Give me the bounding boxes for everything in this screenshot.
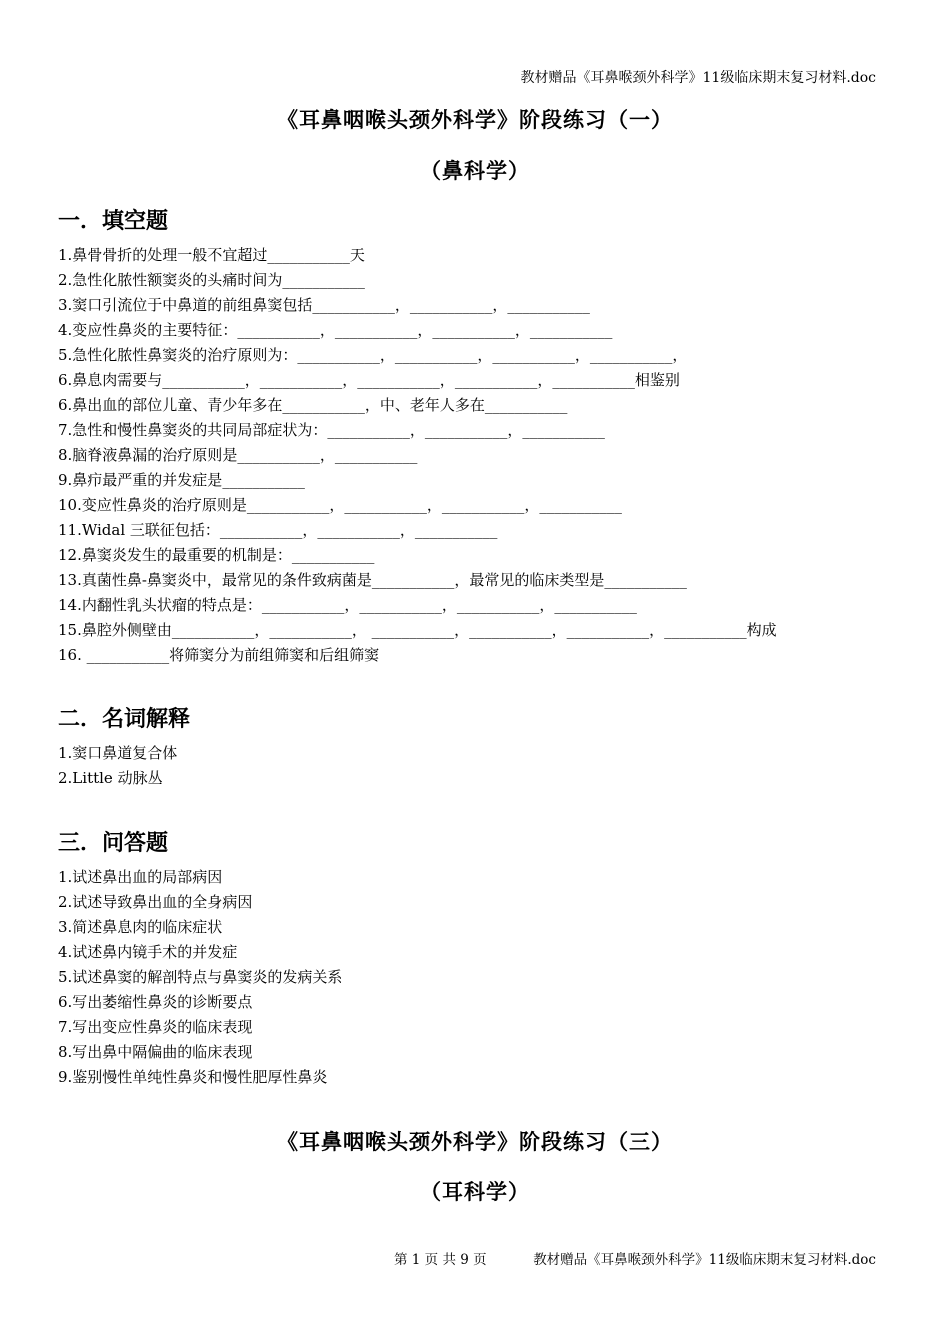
list-item: 6.鼻出血的部位儿童、青少年多在___________，中、老年人多在___________ — [58, 396, 568, 414]
footer-file-note: 教材赠品《耳鼻喉颈外科学》11级临床期末复习材料.doc — [533, 1252, 876, 1268]
part3-subtitle: （耳科学） — [420, 1179, 530, 1204]
part1-title: 《耳鼻咽喉头颈外科学》阶段练习（一） — [277, 107, 673, 132]
terms-heading: 二．名词解释 — [58, 706, 191, 732]
list-item: 3.简述鼻息肉的临床症状 — [58, 918, 223, 936]
list-item: 4.试述鼻内镜手术的并发症 — [58, 943, 238, 961]
list-item: 1.试述鼻出血的局部病因 — [58, 868, 223, 886]
list-item: 1.窦口鼻道复合体 — [58, 744, 178, 762]
list-item: 6.写出萎缩性鼻炎的诊断要点 — [58, 993, 253, 1011]
header-file-note: 教材赠品《耳鼻喉颈外科学》11级临床期末复习材料.doc — [520, 70, 876, 86]
list-item: 9.鉴别慢性单纯性鼻炎和慢性肥厚性鼻炎 — [58, 1068, 328, 1086]
list-item: 7.急性和慢性鼻窦炎的共同局部症状为：___________，___________，___________ — [58, 421, 605, 439]
list-item: 2.急性化脓性额窦炎的头痛时间为___________ — [58, 271, 365, 289]
list-item: 13.真菌性鼻-鼻窦炎中，最常见的条件致病菌是___________，最常见的临床类型是___________ — [58, 571, 687, 589]
part1-subtitle: （鼻科学） — [420, 158, 530, 183]
qa-list — [58, 865, 910, 1090]
list-item: 10.变应性鼻炎的治疗原则是___________，___________，___________，___________ — [58, 496, 622, 514]
page-number: 第 1 页 共 9 页 — [394, 1252, 487, 1268]
fill-in-heading: 一．填空题 — [58, 208, 169, 234]
list-item: 16. ___________将筛窦分为前组筛窦和后组筛窦 — [58, 646, 380, 664]
list-item: 2.Little 动脉丛 — [58, 769, 163, 787]
list-item: 2.试述导致鼻出血的全身病因 — [58, 893, 253, 911]
list-item: 7.写出变应性鼻炎的临床表现 — [58, 1018, 253, 1036]
list-item: 4.变应性鼻炎的主要特征：___________，___________，___________，___________ — [58, 321, 613, 339]
list-item: 8.写出鼻中隔偏曲的临床表现 — [58, 1043, 253, 1061]
list-item: 6.鼻息肉需要与___________，___________，___________，___________，___________相鉴别 — [58, 371, 680, 389]
qa-heading: 三．问答题 — [58, 830, 169, 856]
list-item: 11.Widal 三联征包括：___________，___________，___________ — [58, 521, 498, 539]
list-item: 14.内翻性乳头状瘤的特点是：___________，___________，___________，___________ — [58, 596, 637, 614]
list-item: 3.窦口引流位于中鼻道的前组鼻窦包括___________，___________，___________ — [58, 296, 590, 314]
list-item: 5.试述鼻窦的解剖特点与鼻窦炎的发病关系 — [58, 968, 343, 986]
list-item: 8.脑脊液鼻漏的治疗原则是___________，___________ — [58, 446, 418, 464]
terms-list — [58, 741, 910, 791]
list-item: 15.鼻腔外侧壁由___________，___________， ___________，___________，___________，___________构成 — [58, 621, 777, 639]
list-item: 9.鼻疖最严重的并发症是___________ — [58, 471, 305, 489]
part3-title: 《耳鼻咽喉头颈外科学》阶段练习（三） — [277, 1129, 673, 1154]
list-item: 5.急性化脓性鼻窦炎的治疗原则为：___________，___________，___________，___________， — [58, 346, 688, 364]
list-item: 1.鼻骨骨折的处理一般不宜超过___________天 — [58, 246, 365, 264]
list-item: 12.鼻窦炎发生的最重要的机制是：___________ — [58, 546, 375, 564]
fill-in-list — [58, 243, 910, 668]
